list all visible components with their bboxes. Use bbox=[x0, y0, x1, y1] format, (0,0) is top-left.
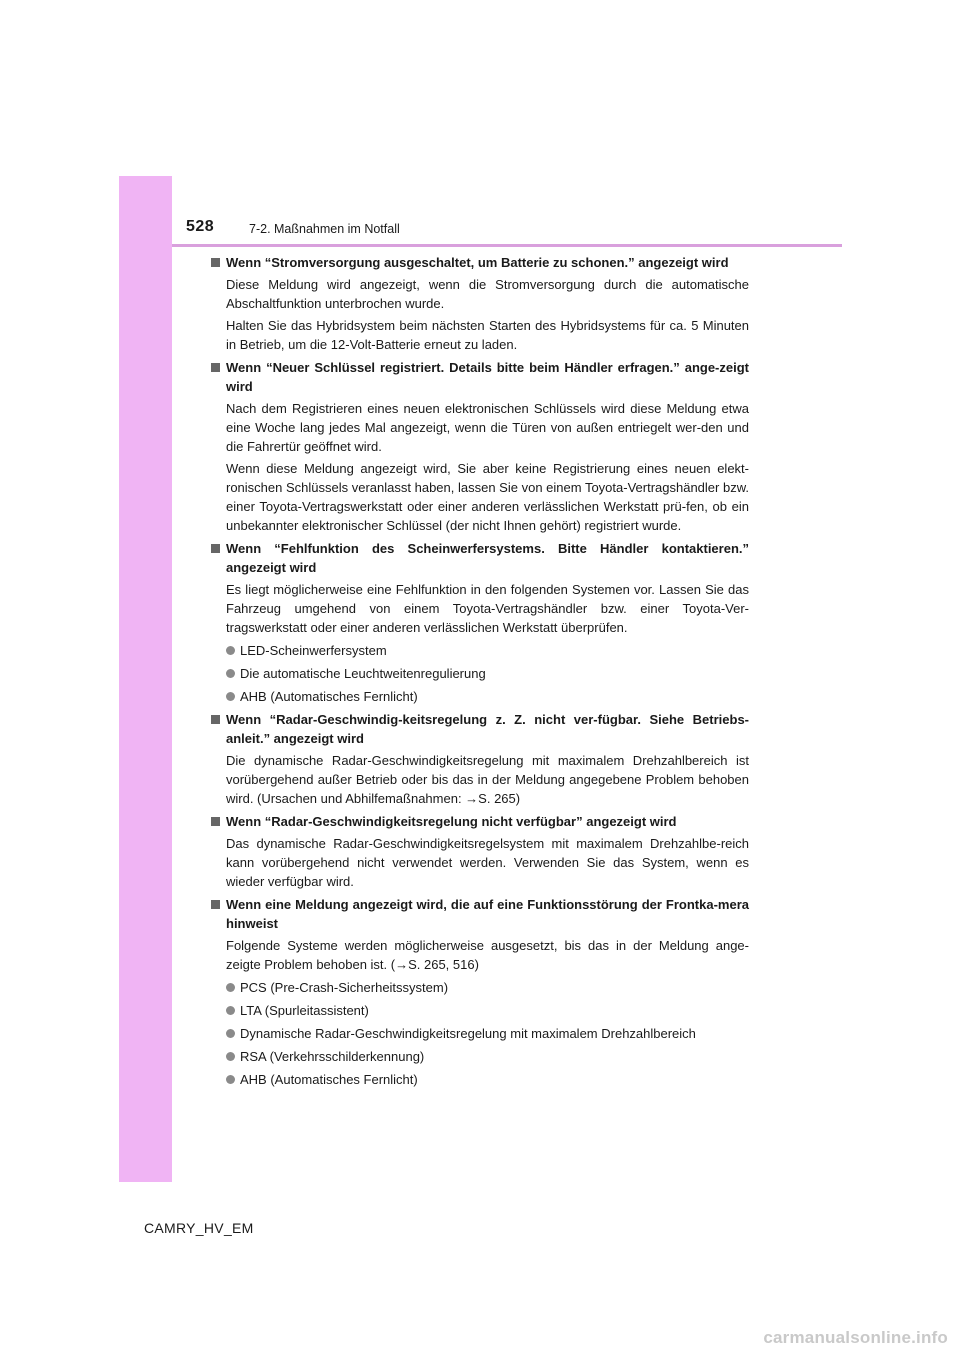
square-bullet-icon bbox=[211, 544, 220, 553]
bullet-item bbox=[211, 664, 749, 683]
entry bbox=[211, 710, 749, 808]
entry bbox=[211, 895, 749, 1089]
round-bullet-icon bbox=[226, 692, 235, 701]
page-number: 528 bbox=[186, 218, 215, 235]
sidebar-tab bbox=[119, 176, 172, 1182]
square-bullet-icon bbox=[211, 363, 220, 372]
entry-heading-text: Wenn “Neuer Schlüssel registriert. Details bitte beim Händler erfragen.” ange-zeigt wird bbox=[226, 360, 749, 394]
entry-heading bbox=[211, 710, 749, 748]
entry-paragraph: Das dynamische Radar-Geschwindigkeitsregelsystem mit maximalem Drehzahlbe-reich kann vorübergehend nicht verwendet werden. Verwenden Sie das System, wenn es wieder verfügbar wird. bbox=[226, 836, 749, 889]
bullet-item bbox=[211, 687, 749, 706]
header-divider bbox=[172, 244, 842, 247]
round-bullet-icon bbox=[226, 1029, 235, 1038]
bullet-text: AHB (Automatisches Fernlicht) bbox=[240, 1072, 418, 1087]
bullet-text: RSA (Verkehrsschilderkennung) bbox=[240, 1049, 425, 1064]
entry-paragraph: Halten Sie das Hybridsystem beim nächsten Starten des Hybridsystems für ca. 5 Minuten in Betrieb, um die 12-Volt-Batterie erneut zu laden. bbox=[226, 318, 749, 352]
bullet-text: PCS (Pre-Crash-Sicherheitssystem) bbox=[240, 980, 449, 995]
square-bullet-icon bbox=[211, 258, 220, 267]
square-bullet-icon bbox=[211, 900, 220, 909]
bullet-text: LTA (Spurleitassistent) bbox=[240, 1003, 369, 1018]
bullet-item bbox=[211, 1001, 749, 1020]
entry-heading bbox=[211, 358, 749, 396]
entry-heading-text: Wenn “Fehlfunktion des Scheinwerfersystems. Bitte Händler kontaktieren.” angezeigt wird bbox=[226, 541, 749, 575]
bullet-text: LED-Scheinwerfersystem bbox=[240, 643, 387, 658]
bullet-item bbox=[211, 1047, 749, 1066]
entry bbox=[211, 812, 749, 891]
bullet-text: Dynamische Radar-Geschwindigkeitsregelung mit maximalem Drehzahlbereich bbox=[240, 1026, 696, 1041]
round-bullet-icon bbox=[226, 1052, 235, 1061]
entry-paragraph: Es liegt möglicherweise eine Fehlfunktion in den folgenden Systemen vor. Lassen Sie das Fahrzeug umgehend von einem Toyota-Vertragshändler bzw. einer Toyota-Ver-tragswerkstatt oder einer anderen verlässlichen Werkstatt überprüfen. bbox=[226, 582, 749, 635]
square-bullet-icon bbox=[211, 817, 220, 826]
bullet-text: Die automatische Leuchtweitenregulierung bbox=[240, 666, 486, 681]
bullet-item bbox=[211, 1024, 749, 1043]
entry-heading bbox=[211, 253, 749, 272]
entry-paragraph: Die dynamische Radar-Geschwindigkeitsregelung mit maximalem Drehzahlbereich ist vorübergehend außer Betrieb oder bis das in der Meldung angegebene Problem behoben wird. (Ursachen und Abhilfemaßnahmen: →S. 265) bbox=[226, 753, 749, 806]
round-bullet-icon bbox=[226, 1006, 235, 1015]
entry bbox=[211, 539, 749, 706]
watermark: carmanualsonline.info bbox=[763, 1328, 948, 1347]
entry-paragraph: Nach dem Registrieren eines neuen elektronischen Schlüssels wird diese Meldung etwa eine Woche lang jedes Mal angezeigt, wenn die Türen von außen entriegelt wer-den und die Fahrertür geöffnet wird. bbox=[226, 401, 749, 454]
entry-heading bbox=[211, 895, 749, 933]
entry-heading-text: Wenn “Stromversorgung ausgeschaltet, um Batterie zu schonen.” angezeigt wird bbox=[226, 255, 729, 270]
entry-heading-text: Wenn “Radar-Geschwindigkeitsregelung nicht verfügbar” angezeigt wird bbox=[226, 814, 677, 829]
bullet-text: AHB (Automatisches Fernlicht) bbox=[240, 689, 418, 704]
model-code: CAMRY_HV_EM bbox=[144, 1220, 254, 1236]
entry-heading-text: Wenn eine Meldung angezeigt wird, die auf eine Funktionsstörung der Frontka-mera hinweist bbox=[226, 897, 749, 931]
entry bbox=[211, 358, 749, 535]
entry-paragraph: Diese Meldung wird angezeigt, wenn die Stromversorgung durch die automatische Abschaltfunktion unterbrochen wurde. bbox=[226, 277, 749, 311]
square-bullet-icon bbox=[211, 715, 220, 724]
entry-paragraph: Wenn diese Meldung angezeigt wird, Sie aber keine Registrierung eines neuen elekt-ronischen Schlüssels veranlasst haben, lassen Sie von einem Toyota-Vertragshändler bzw. einer Toyota-Vertragswerkstatt oder einer anderen verlässlichen Werkstatt prü-fen, ob ein unbekannter elektronischer Schlüssel (der nicht Ihnen gehört) registriert wurde. bbox=[226, 461, 749, 533]
round-bullet-icon bbox=[226, 669, 235, 678]
round-bullet-icon bbox=[226, 983, 235, 992]
entry-heading-text: Wenn “Radar-Geschwindig-keitsregelung z. Z. nicht ver-fügbar. Siehe Betriebs-anleit.” angezeigt wird bbox=[226, 712, 749, 746]
round-bullet-icon bbox=[226, 1075, 235, 1084]
section-title: 7-2. Maßnahmen im Notfall bbox=[249, 222, 400, 236]
bullet-item bbox=[211, 978, 749, 997]
entry-paragraph: Folgende Systeme werden möglicherweise ausgesetzt, bis das in der Meldung ange-zeigte Problem behoben ist. (→S. 265, 516) bbox=[226, 938, 749, 972]
bullet-item bbox=[211, 641, 749, 660]
entry-heading bbox=[211, 812, 749, 831]
page-content bbox=[211, 253, 749, 1093]
entry bbox=[211, 253, 749, 354]
bullet-item bbox=[211, 1070, 749, 1089]
round-bullet-icon bbox=[226, 646, 235, 655]
entry-heading bbox=[211, 539, 749, 577]
